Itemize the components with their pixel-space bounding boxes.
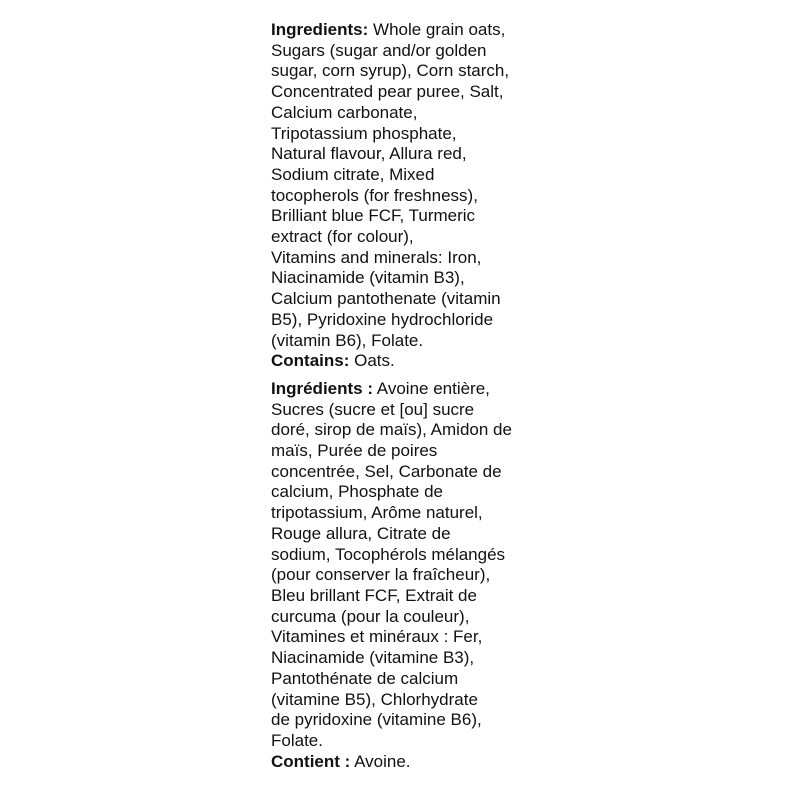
english-ingredients-first-line bbox=[271, 20, 539, 41]
english-ingredients-heading: Ingredients: bbox=[271, 20, 369, 39]
english-ingredient-line: Calcium pantothenate (vitamin bbox=[271, 289, 501, 309]
english-contains-line bbox=[271, 351, 539, 372]
french-contains-line bbox=[271, 752, 539, 773]
section-spacer bbox=[271, 372, 539, 379]
english-ingredient-line: Vitamins and minerals: Iron, bbox=[271, 247, 482, 267]
french-ingredient-line: doré, sirop de maïs), Amidon de bbox=[271, 420, 512, 440]
french-ingredients-first-text: Avoine entière, bbox=[373, 378, 490, 398]
english-ingredient-line: Concentrated pear puree, Salt, bbox=[271, 82, 504, 102]
french-ingredients-heading: Ingrédients : bbox=[271, 378, 374, 398]
english-ingredient-line: extract (for colour), bbox=[271, 227, 414, 247]
english-ingredient-line: sugar, corn syrup), Corn starch, bbox=[271, 61, 510, 81]
french-ingredient-line: tripotassium, Arôme naturel, bbox=[271, 503, 483, 523]
french-contains-heading: Contient : bbox=[271, 751, 351, 771]
english-ingredient-line: Natural flavour, Allura red, bbox=[271, 144, 467, 164]
ingredients-label-panel bbox=[271, 20, 539, 772]
french-ingredient-line: concentrée, Sel, Carbonate de bbox=[271, 461, 502, 481]
english-ingredient-line: Niacinamide (vitamin B3), bbox=[271, 268, 465, 288]
french-ingredients-section bbox=[271, 379, 539, 772]
french-ingredient-line: curcuma (pour la couleur), bbox=[271, 606, 470, 626]
english-ingredient-line: B5), Pyridoxine hydrochloride bbox=[271, 309, 494, 329]
french-ingredient-line: maïs, Purée de poires bbox=[271, 441, 438, 461]
english-ingredients-first-text: Whole grain oats, bbox=[368, 20, 506, 39]
french-ingredient-line: Niacinamide (vitamine B3), bbox=[271, 648, 475, 668]
french-ingredient-line: sodium, Tocophérols mélangés bbox=[271, 544, 506, 564]
french-ingredient-line: Folate. bbox=[271, 730, 323, 750]
french-ingredient-line: (pour conserver la fraîcheur), bbox=[271, 565, 491, 585]
french-ingredient-line: Rouge allura, Citrate de bbox=[271, 523, 451, 543]
english-ingredient-line: Brilliant blue FCF, Turmeric bbox=[271, 206, 476, 226]
french-ingredient-line: Pantothénate de calcium bbox=[271, 668, 459, 688]
french-ingredient-line: Vitamines et minéraux : Fer, bbox=[271, 627, 483, 647]
french-ingredient-line: calcium, Phosphate de bbox=[271, 482, 443, 502]
french-ingredient-line: Sucres (sucre et [ou] sucre bbox=[271, 399, 475, 419]
english-contains-value: Oats. bbox=[349, 351, 395, 371]
english-ingredient-line: Sugars (sugar and/or golden bbox=[271, 40, 487, 60]
french-ingredient-line: de pyridoxine (vitamine B6), bbox=[271, 710, 482, 730]
english-ingredients-section bbox=[271, 20, 539, 372]
french-ingredient-line: Bleu brillant FCF, Extrait de bbox=[271, 585, 477, 605]
english-ingredient-line: Tripotassium phosphate, bbox=[271, 123, 457, 143]
english-ingredient-line: Sodium citrate, Mixed bbox=[271, 164, 435, 184]
french-ingredients-first-line bbox=[271, 379, 539, 400]
english-ingredient-line: tocopherols (for freshness), bbox=[271, 185, 478, 205]
english-ingredient-line: Calcium carbonate, bbox=[271, 102, 418, 122]
french-contains-value: Avoine. bbox=[350, 751, 411, 771]
french-ingredient-line: (vitamine B5), Chlorhydrate bbox=[271, 689, 478, 709]
english-contains-heading: Contains: bbox=[271, 351, 350, 371]
english-ingredient-line: (vitamin B6), Folate. bbox=[271, 330, 424, 350]
